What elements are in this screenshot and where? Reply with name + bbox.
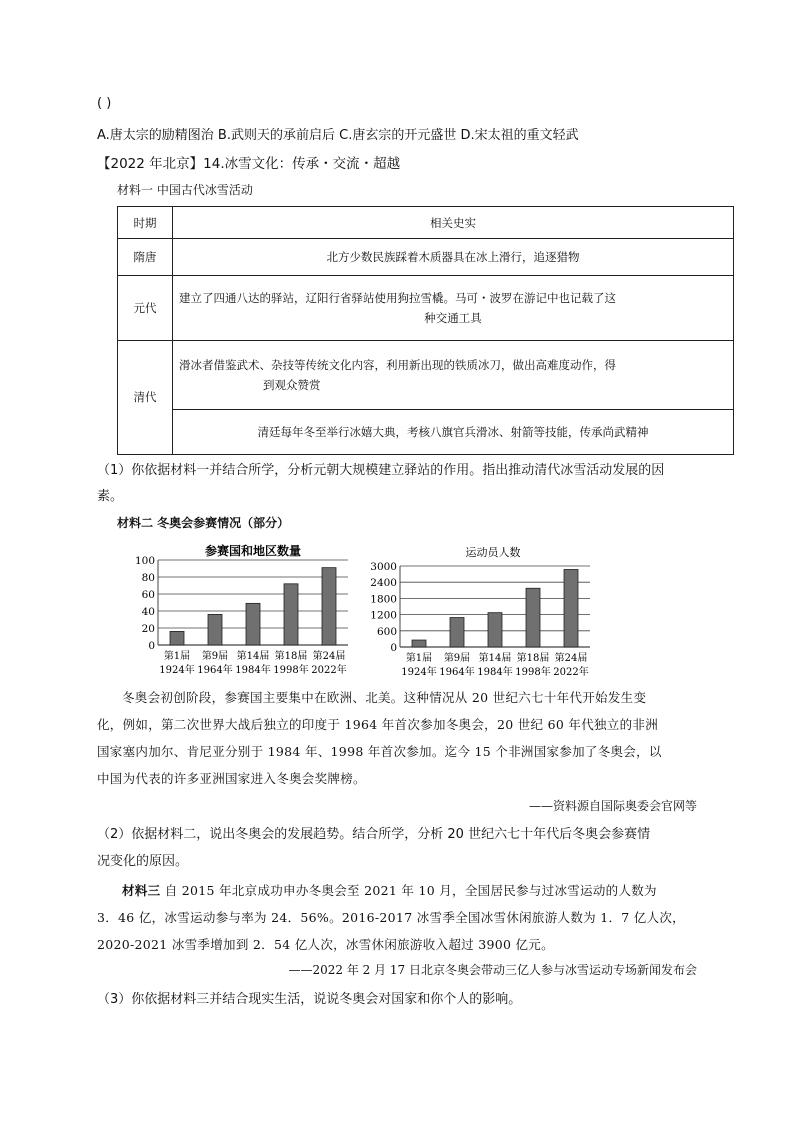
y-tick-label: 20 (141, 623, 155, 635)
fact-cell (173, 276, 734, 341)
question-1-line-2: 素。 (97, 489, 124, 504)
material-2-paragraph (97, 684, 717, 792)
question-2-line-2: 况变化的原因。 (97, 854, 189, 869)
fact-cell: 北方少数民族踩着木质器具在冰上滑行，追逐猎物 (173, 239, 734, 276)
x-tick-label: 第14届 (478, 653, 512, 664)
para-line: 2020-2021 冰雪季增加到 2．54 亿人次，冰雪休闲旅游收入超过 3900 亿元。 (97, 937, 554, 952)
bar (526, 588, 540, 647)
y-tick-label: 80 (141, 572, 155, 584)
x-tick-label: 1984年 (235, 665, 271, 676)
x-tick-label: 1998年 (515, 667, 551, 678)
fact-line: 到观众赞赏 (263, 377, 321, 392)
q14-heading: 【2022 年北京】14.冰雪文化：传承・交流・超越 (97, 156, 401, 172)
chart-title: 参赛国和地区数量 (204, 544, 302, 558)
bar (564, 569, 578, 647)
x-tick-label: 1998年 (273, 665, 309, 676)
table-header-facts: 相关史实 (173, 207, 734, 239)
x-tick-label: 1984年 (477, 667, 513, 678)
period-cell: 隋唐 (118, 239, 173, 276)
material-1-label: 材料一 中国古代冰雪活动 (117, 183, 253, 197)
history-table (117, 206, 734, 455)
table-row (118, 239, 734, 276)
chart-countries (128, 538, 356, 678)
x-tick-label: 第24届 (312, 651, 346, 662)
x-tick-label: 1964年 (197, 665, 233, 676)
y-tick-label: 0 (390, 642, 397, 654)
y-tick-label: 60 (141, 589, 155, 601)
bar (450, 618, 464, 647)
x-tick-label: 1924年 (159, 665, 195, 676)
fact-line: 种交通工具 (424, 310, 482, 325)
x-tick-label: 1964年 (439, 667, 475, 678)
y-tick-label: 2400 (370, 577, 397, 590)
x-tick-label: 2022年 (553, 667, 589, 678)
chart-title: 运动员人数 (465, 546, 521, 559)
x-tick-label: 第14届 (236, 651, 270, 662)
table-row (118, 409, 734, 454)
y-tick-label: 0 (148, 640, 155, 652)
question-1-line-1: （1）你依据材料一并结合所学，分析元朝大规模建立驿站的作用。指出推动清代冰雪活动发展的因 (97, 463, 665, 478)
material-2-source: ——资料源自国际奥委会官网等 (528, 799, 697, 813)
para-line: 冬奥会初创阶段，参赛国主要集中在欧洲、北美。这种情况从 20 世纪六七十年代开始发生变 (122, 690, 647, 705)
bar (170, 631, 184, 645)
question-2-line-1: （2）依据材料二，说出冬奥会的发展趋势。结合所学，分析 20 世纪六七十年代后冬奥会参赛情 (97, 827, 651, 842)
y-tick-label: 1800 (370, 593, 397, 606)
x-tick-label: 2022年 (311, 665, 347, 676)
question-3: （3）你依据材料三并结合现实生活，说说冬奥会对国家和你个人的影响。 (97, 992, 522, 1007)
y-tick-label: 100 (134, 555, 155, 567)
table-row (118, 340, 734, 409)
table-header-period: 时期 (118, 207, 173, 239)
y-tick-label: 3000 (370, 561, 397, 573)
period-cell: 清代 (118, 340, 173, 454)
para-line: 国家塞内加尔、肯尼亚分别于 1984 年、1998 年首次参加。迄今 15 个非洲国家参加了冬奥会，以 (97, 744, 662, 759)
para-line: 化，例如，第二次世界大战后独立的印度于 1964 年首次参加冬奥会，20 世纪 60 年代独立的非洲 (97, 717, 658, 732)
material-3-source: ——2022 年 2 月 17 日北京冬奥会带动三亿人参与冰雪运动专场新闻发布会 (288, 963, 697, 977)
bar (208, 614, 222, 645)
y-tick-label: 1200 (370, 609, 397, 622)
x-tick-label: 第1届 (405, 653, 433, 664)
para-line: 自 2015 年北京成功申办冬奥会至 2021 年 10 月，全国居民参与过冰雪运动的人数为 (164, 883, 657, 898)
table-row (118, 276, 734, 341)
x-tick-label: 第18届 (274, 651, 308, 662)
q13-options: A.唐太宗的励精图治 B.武则天的承前启后 C.唐玄宗的开元盛世 D.宋太祖的重文轻武 (97, 128, 579, 143)
bar (284, 584, 298, 645)
bar (246, 603, 260, 645)
material-3-label: 材料三 (122, 883, 161, 898)
fact-cell: 清廷每年冬至举行冰嬉大典，考核八旗官兵滑冰、射箭等技能，传承尚武精神 (173, 409, 734, 454)
y-tick-label: 600 (376, 625, 397, 638)
para-line: 3．46 亿，冰雪运动参与率为 24．56%。2016-2017 冰雪季全国冰雪休闲旅游人数为 1．7 亿人次， (97, 910, 685, 925)
material-3-paragraph (97, 877, 717, 958)
answer-bracket: ( ) (97, 96, 112, 111)
bar (488, 613, 502, 647)
chart-athletes (368, 540, 596, 680)
x-tick-label: 1924年 (401, 667, 437, 678)
para-line: 中国为代表的许多亚洲国家进入冬奥会奖牌榜。 (97, 771, 366, 786)
period-cell: 元代 (118, 276, 173, 341)
x-tick-label: 第1届 (163, 651, 191, 662)
fact-cell (173, 340, 734, 409)
x-tick-label: 第18届 (516, 653, 550, 664)
fact-line: 建立了四通八达的驿站，辽阳行省驿站使用狗拉雪橇。马可・波罗在游记中也记载了这 (179, 290, 616, 305)
bar (322, 568, 336, 645)
x-tick-label: 第9届 (443, 653, 471, 664)
x-tick-label: 第24届 (554, 653, 588, 664)
y-tick-label: 40 (141, 606, 155, 618)
material-2-label: 材料二 冬奥会参赛情况（部分） (117, 516, 290, 530)
x-tick-label: 第9届 (201, 651, 229, 662)
fact-line: 滑冰者借鉴武术、杂技等传统文化内容，利用新出现的铁质冰刀，做出高难度动作，得 (179, 357, 616, 372)
bar (412, 640, 426, 647)
